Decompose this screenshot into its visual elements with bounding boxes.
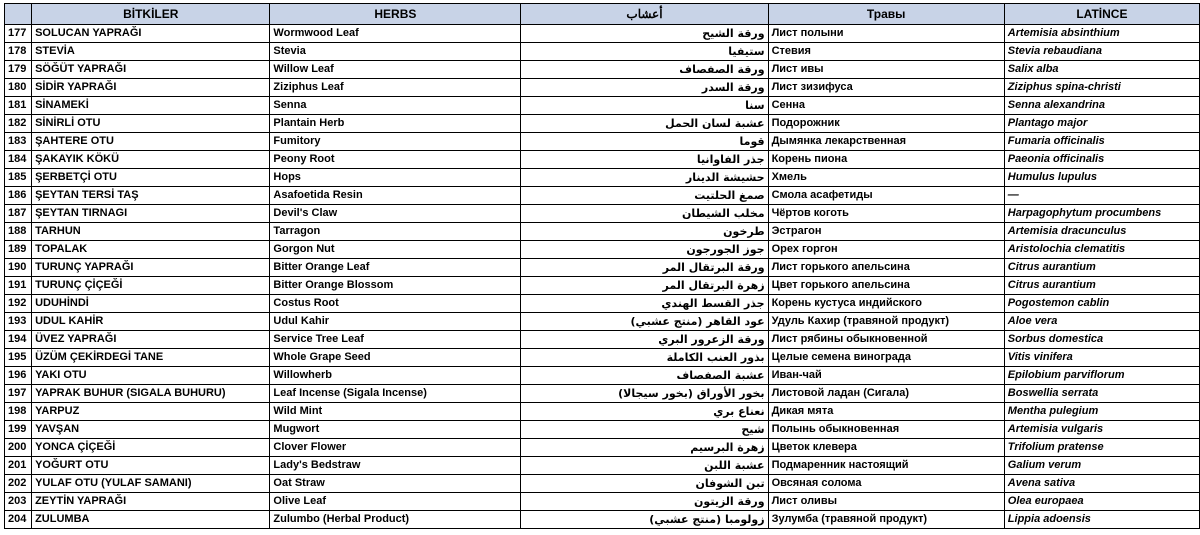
arabic-name: نعناع بري [521, 403, 768, 421]
arabic-name: ورقة الشيح [521, 25, 768, 43]
english-name: Bitter Orange Leaf [270, 259, 521, 277]
russian-name: Иван-чай [768, 367, 1004, 385]
russian-name: Листовой ладан (Сигала) [768, 385, 1004, 403]
table-row [5, 259, 1200, 277]
header-russian: Травы [768, 4, 1004, 25]
english-name: Peony Root [270, 151, 521, 169]
turkish-name: ŞERBETÇİ OTU [32, 169, 270, 187]
arabic-name: قوما [521, 133, 768, 151]
latin-name: Plantago major [1004, 115, 1199, 133]
herbs-table [4, 3, 1200, 529]
latin-name: Boswellia serrata [1004, 385, 1199, 403]
english-name: Olive Leaf [270, 493, 521, 511]
latin-name: Harpagophytum procumbens [1004, 205, 1199, 223]
row-number: 198 [5, 403, 32, 421]
table-row [5, 403, 1200, 421]
table-row [5, 133, 1200, 151]
latin-name: Artemisia vulgaris [1004, 421, 1199, 439]
english-name: Mugwort [270, 421, 521, 439]
english-name: Zulumbo (Herbal Product) [270, 511, 521, 529]
table-row [5, 151, 1200, 169]
table-row [5, 187, 1200, 205]
table-row [5, 277, 1200, 295]
turkish-name: ŞEYTAN TERSİ TAŞ [32, 187, 270, 205]
english-name: Senna [270, 97, 521, 115]
latin-name: Ziziphus spina-christi [1004, 79, 1199, 97]
arabic-name: عشبة لسان الحمل [521, 115, 768, 133]
arabic-name: حشيشة الدينار [521, 169, 768, 187]
table-row [5, 493, 1200, 511]
header-row [5, 4, 1200, 25]
turkish-name: ŞEYTAN TIRNAGI [32, 205, 270, 223]
arabic-name: تبن الشوفان [521, 475, 768, 493]
table-row [5, 61, 1200, 79]
latin-name: Mentha pulegium [1004, 403, 1199, 421]
table-row [5, 79, 1200, 97]
row-number: 199 [5, 421, 32, 439]
russian-name: Смола асафетиды [768, 187, 1004, 205]
arabic-name: جذر القسط الهندي [521, 295, 768, 313]
turkish-name: ÜZÜM ÇEKİRDEGİ TANE [32, 349, 270, 367]
row-number: 197 [5, 385, 32, 403]
turkish-name: YARPUZ [32, 403, 270, 421]
english-name: Devil's Claw [270, 205, 521, 223]
russian-name: Сенна [768, 97, 1004, 115]
english-name: Tarragon [270, 223, 521, 241]
english-name: Bitter Orange Blossom [270, 277, 521, 295]
row-number: 188 [5, 223, 32, 241]
latin-name: Avena sativa [1004, 475, 1199, 493]
row-number: 190 [5, 259, 32, 277]
row-number: 182 [5, 115, 32, 133]
english-name: Ziziphus Leaf [270, 79, 521, 97]
arabic-name: عود القاهر (منتج عشبي) [521, 313, 768, 331]
russian-name: Зулумба (травяной продукт) [768, 511, 1004, 529]
latin-name: Humulus lupulus [1004, 169, 1199, 187]
row-number: 192 [5, 295, 32, 313]
table-row [5, 475, 1200, 493]
table-row [5, 367, 1200, 385]
turkish-name: YAVŞAN [32, 421, 270, 439]
arabic-name: سنا [521, 97, 768, 115]
english-name: Leaf Incense (Sigala Incense) [270, 385, 521, 403]
arabic-name: جوز الجورجون [521, 241, 768, 259]
arabic-name: ورقة الزعرور البري [521, 331, 768, 349]
row-number: 189 [5, 241, 32, 259]
turkish-name: UDUHİNDİ [32, 295, 270, 313]
arabic-name: بخور الأوراق (بخور سيجالا) [521, 385, 768, 403]
russian-name: Удуль Кахир (травяной продукт) [768, 313, 1004, 331]
latin-name: Fumaria officinalis [1004, 133, 1199, 151]
russian-name: Дымянка лекарственная [768, 133, 1004, 151]
latin-name: Citrus aurantium [1004, 259, 1199, 277]
turkish-name: TOPALAK [32, 241, 270, 259]
latin-name: Senna alexandrina [1004, 97, 1199, 115]
arabic-name: شيح [521, 421, 768, 439]
english-name: Service Tree Leaf [270, 331, 521, 349]
english-name: Plantain Herb [270, 115, 521, 133]
row-number: 201 [5, 457, 32, 475]
table-row [5, 421, 1200, 439]
arabic-name: ورقة الزيتون [521, 493, 768, 511]
row-number: 193 [5, 313, 32, 331]
russian-name: Лист зизифуса [768, 79, 1004, 97]
turkish-name: ZEYTİN YAPRAĞI [32, 493, 270, 511]
russian-name: Эстрагон [768, 223, 1004, 241]
russian-name: Корень кустуса индийского [768, 295, 1004, 313]
russian-name: Подорожник [768, 115, 1004, 133]
latin-name: Sorbus domestica [1004, 331, 1199, 349]
turkish-name: YULAF OTU (YULAF SAMANI) [32, 475, 270, 493]
english-name: Asafoetida Resin [270, 187, 521, 205]
row-number: 195 [5, 349, 32, 367]
turkish-name: SİDİR YAPRAĞI [32, 79, 270, 97]
row-number: 200 [5, 439, 32, 457]
table-row [5, 457, 1200, 475]
row-number: 194 [5, 331, 32, 349]
table-row [5, 43, 1200, 61]
latin-name: Citrus aurantium [1004, 277, 1199, 295]
russian-name: Цветок клевера [768, 439, 1004, 457]
row-number: 180 [5, 79, 32, 97]
english-name: Lady's Bedstraw [270, 457, 521, 475]
table-row [5, 241, 1200, 259]
english-name: Stevia [270, 43, 521, 61]
row-number: 185 [5, 169, 32, 187]
latin-name: Galium verum [1004, 457, 1199, 475]
english-name: Clover Flower [270, 439, 521, 457]
latin-name: Stevia rebaudiana [1004, 43, 1199, 61]
arabic-name: زهرة البرسيم [521, 439, 768, 457]
latin-name: Artemisia dracunculus [1004, 223, 1199, 241]
turkish-name: TARHUN [32, 223, 270, 241]
english-name: Udul Kahir [270, 313, 521, 331]
header-herbs: HERBS [270, 4, 521, 25]
row-number: 196 [5, 367, 32, 385]
header-bitkiler: BİTKİLER [32, 4, 270, 25]
turkish-name: YOĞURT OTU [32, 457, 270, 475]
table-row [5, 313, 1200, 331]
latin-name: Aristolochia clematitis [1004, 241, 1199, 259]
turkish-name: STEVİA [32, 43, 270, 61]
header-number [5, 4, 32, 25]
turkish-name: SİNAMEKİ [32, 97, 270, 115]
english-name: Willowherb [270, 367, 521, 385]
russian-name: Дикая мята [768, 403, 1004, 421]
row-number: 203 [5, 493, 32, 511]
row-number: 179 [5, 61, 32, 79]
russian-name: Целые семена винограда [768, 349, 1004, 367]
turkish-name: SİNİRLİ OTU [32, 115, 270, 133]
table-row [5, 97, 1200, 115]
header-latin: LATİNCE [1004, 4, 1199, 25]
russian-name: Корень пиона [768, 151, 1004, 169]
table-row [5, 169, 1200, 187]
table-row [5, 205, 1200, 223]
latin-name: Epilobium parviflorum [1004, 367, 1199, 385]
row-number: 191 [5, 277, 32, 295]
table-row [5, 295, 1200, 313]
latin-name: Olea europaea [1004, 493, 1199, 511]
turkish-name: ZULUMBA [32, 511, 270, 529]
table-row [5, 25, 1200, 43]
russian-name: Овсяная солома [768, 475, 1004, 493]
turkish-name: YAKI OTU [32, 367, 270, 385]
table-row [5, 115, 1200, 133]
table-row [5, 331, 1200, 349]
arabic-name: ورقة الصفصاف [521, 61, 768, 79]
latin-name: Trifolium pratense [1004, 439, 1199, 457]
latin-name: — [1004, 187, 1199, 205]
latin-name: Lippia adoensis [1004, 511, 1199, 529]
english-name: Wild Mint [270, 403, 521, 421]
arabic-name: عشبة اللبن [521, 457, 768, 475]
turkish-name: UDUL KAHİR [32, 313, 270, 331]
russian-name: Цвет горького апельсина [768, 277, 1004, 295]
latin-name: Vitis vinifera [1004, 349, 1199, 367]
turkish-name: TURUNÇ ÇİÇEĞİ [32, 277, 270, 295]
english-name: Fumitory [270, 133, 521, 151]
english-name: Costus Root [270, 295, 521, 313]
row-number: 178 [5, 43, 32, 61]
latin-name: Artemisia absinthium [1004, 25, 1199, 43]
turkish-name: TURUNÇ YAPRAĞI [32, 259, 270, 277]
row-number: 204 [5, 511, 32, 529]
russian-name: Полынь обыкновенная [768, 421, 1004, 439]
english-name: Oat Straw [270, 475, 521, 493]
russian-name: Орех горгон [768, 241, 1004, 259]
arabic-name: ورقة السدر [521, 79, 768, 97]
turkish-name: ŞAHTERE OTU [32, 133, 270, 151]
turkish-name: YONCA ÇİÇEĞİ [32, 439, 270, 457]
turkish-name: SOLUCAN YAPRAĞI [32, 25, 270, 43]
latin-name: Paeonia officinalis [1004, 151, 1199, 169]
arabic-name: طرخون [521, 223, 768, 241]
table-row [5, 439, 1200, 457]
russian-name: Лист оливы [768, 493, 1004, 511]
arabic-name: جذر الفاوانيا [521, 151, 768, 169]
turkish-name: ŞAKAYIK KÖKÜ [32, 151, 270, 169]
row-number: 181 [5, 97, 32, 115]
english-name: Gorgon Nut [270, 241, 521, 259]
row-number: 187 [5, 205, 32, 223]
latin-name: Pogostemon cablin [1004, 295, 1199, 313]
russian-name: Лист полыни [768, 25, 1004, 43]
header-arabic: أعشاب [521, 4, 768, 25]
arabic-name: ورقة البرتقال المر [521, 259, 768, 277]
latin-name: Aloe vera [1004, 313, 1199, 331]
russian-name: Лист рябины обыкновенной [768, 331, 1004, 349]
arabic-name: صمغ الحلتيت [521, 187, 768, 205]
row-number: 202 [5, 475, 32, 493]
english-name: Willow Leaf [270, 61, 521, 79]
table-row [5, 223, 1200, 241]
russian-name: Лист ивы [768, 61, 1004, 79]
russian-name: Стевия [768, 43, 1004, 61]
row-number: 184 [5, 151, 32, 169]
russian-name: Хмель [768, 169, 1004, 187]
turkish-name: YAPRAK BUHUR (SIGALA BUHURU) [32, 385, 270, 403]
arabic-name: ستيفيا [521, 43, 768, 61]
latin-name: Salix alba [1004, 61, 1199, 79]
arabic-name: عشبة الصفصاف [521, 367, 768, 385]
arabic-name: زولومبا (منتج عشبي) [521, 511, 768, 529]
arabic-name: مخلب الشيطان [521, 205, 768, 223]
russian-name: Чёртов коготь [768, 205, 1004, 223]
row-number: 177 [5, 25, 32, 43]
russian-name: Подмаренник настоящий [768, 457, 1004, 475]
arabic-name: بذور العنب الكاملة [521, 349, 768, 367]
table-row [5, 385, 1200, 403]
english-name: Hops [270, 169, 521, 187]
arabic-name: زهرة البرتقال المر [521, 277, 768, 295]
turkish-name: SÖĞÜT YAPRAĞI [32, 61, 270, 79]
row-number: 183 [5, 133, 32, 151]
turkish-name: ÜVEZ YAPRAĞI [32, 331, 270, 349]
table-row [5, 511, 1200, 529]
english-name: Wormwood Leaf [270, 25, 521, 43]
row-number: 186 [5, 187, 32, 205]
table-row [5, 349, 1200, 367]
english-name: Whole Grape Seed [270, 349, 521, 367]
russian-name: Лист горького апельсина [768, 259, 1004, 277]
